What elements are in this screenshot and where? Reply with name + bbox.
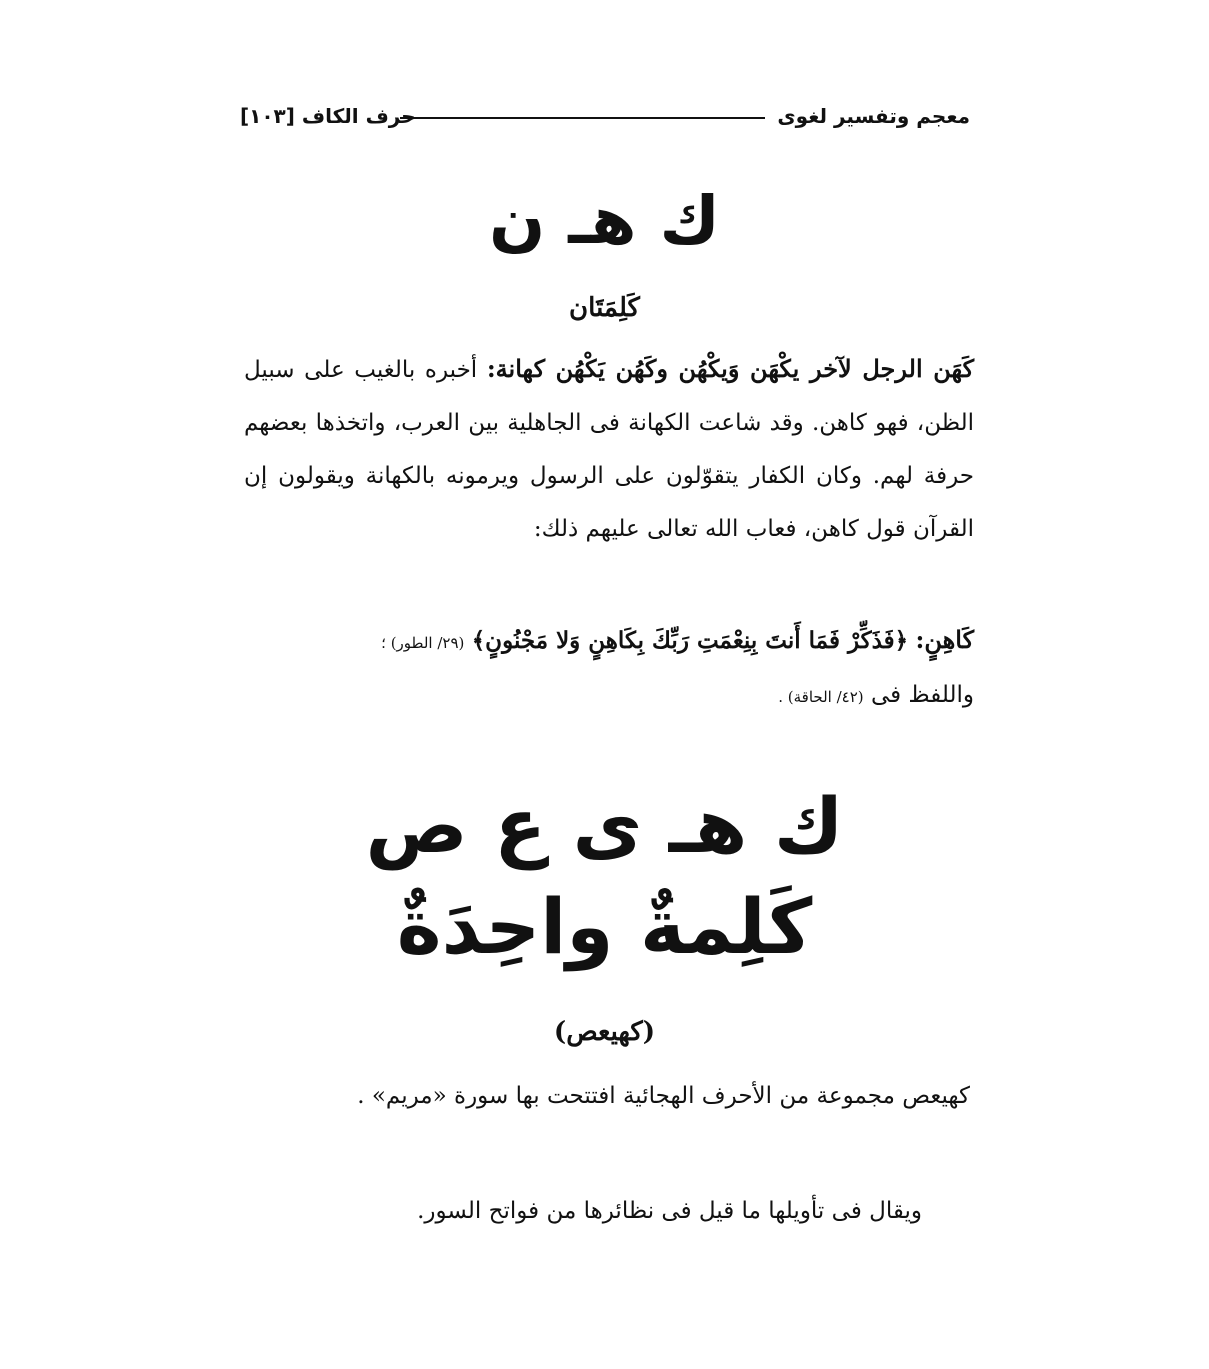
verse-reference: (٢٩/ الطور) ؛ (381, 634, 465, 652)
entry-kaf-ha-ya-ain-sad: كهيعص مجموعة من الأحرف الهجائية افتتحت بها سورة «مريم» . (357, 1083, 970, 1109)
book-title: معجم وتفسير لغوى (777, 104, 970, 128)
word-heading-kaf-ha-ya-ain-sad: (كهيعص) (553, 1017, 656, 1047)
page-header (240, 102, 970, 136)
also-text: واللفظ فى (870, 682, 974, 708)
also-reference: (٤٢/ الحاقة) . (778, 688, 864, 706)
chapter-label: حرف الكاف [١٠٣] (240, 104, 416, 128)
root-heading-kahana: ك هـ ن (488, 182, 721, 259)
quran-verse: ﴿فَذَكِّرْ فَمَا أَنتَ بِنِعْمَتِ رَبِّكَ بِكَاهِنٍ وَلا مَجْنُونٍ﴾ (471, 627, 909, 654)
quran-citation-block (244, 614, 974, 723)
header-rule (400, 117, 765, 119)
lemma-kahana: كَهَن الرجل لآخر يكْهَن وَيكْهُن وكَهُن يَكْهُن كهانة: (486, 354, 975, 383)
entry-kahana (244, 342, 974, 556)
root-heading-kaf-ha-ya-ain-sad: ك هـ ى ع ص (365, 781, 844, 870)
word-count-kahana: كَلِمَتَان (569, 293, 640, 323)
entry-word-kahin: كَاهِنٍ: (915, 625, 974, 654)
word-count-kaf-ha-ya-ain-sad: كَلِمةٌ واحِدَةٌ (396, 882, 813, 971)
definition-kahana: أخبره بالغيب على سبيل الظن، فهو كاهن. وقد شاعت الكهانة فى الجاهلية بين العرب، واتخذها بعضهم حرفة لهم. وكان الكفار يتقوّلون على الرسول ويرمونه بالكهانة ويقولون إن القرآن قول كاهن، فعاب الله تعالى عليهم ذلك: (244, 357, 974, 542)
entry-note: ويقال فى تأويلها ما قيل فى نظائرها من فواتح السور. (417, 1198, 922, 1224)
